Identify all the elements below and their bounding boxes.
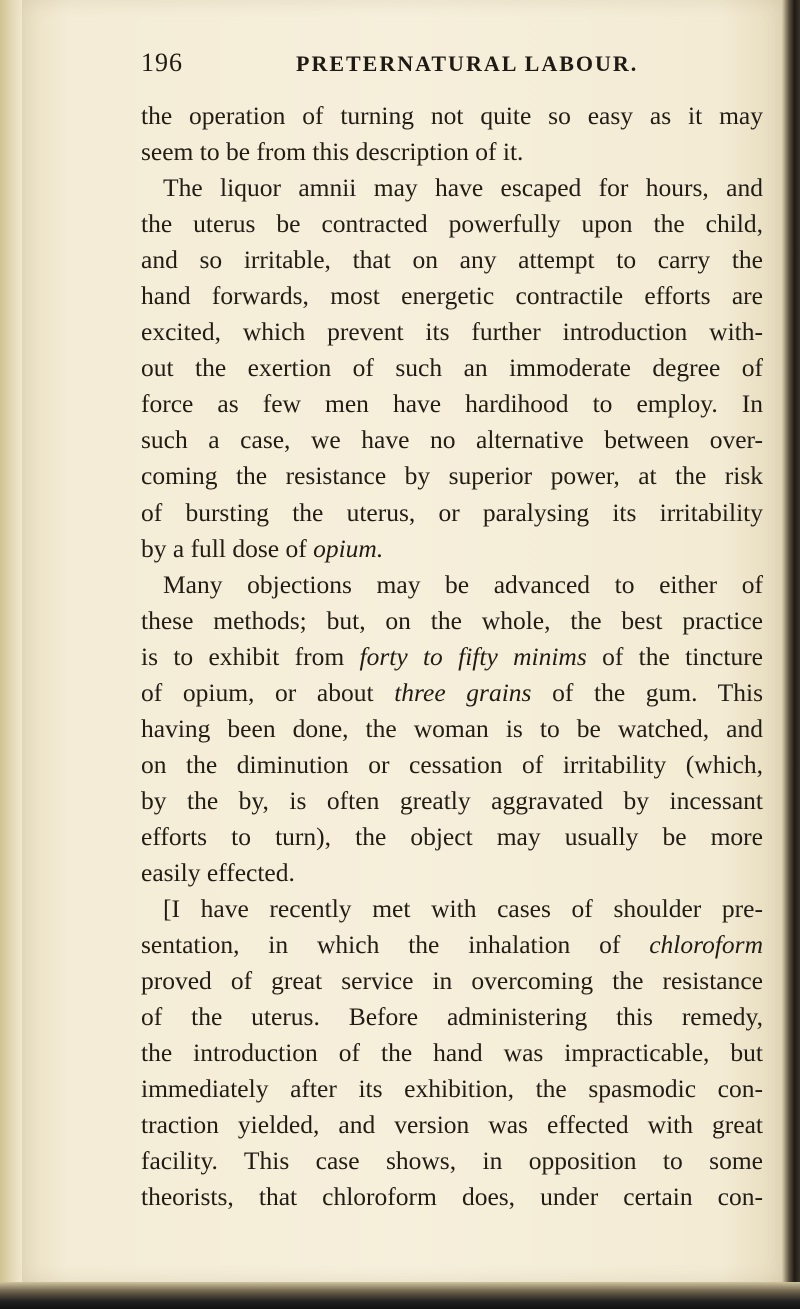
text-line: is to exhibit from forty to fifty minims of the tincture [141,641,764,671]
page-number: 196 [141,48,183,77]
page-header [141,48,761,82]
text-line: by the by, is often greatly aggravated by incessant [141,785,763,815]
text-line: efforts to turn), the object may usually be more [141,821,763,851]
text-line: such a case, we have no alternative between over- [141,425,763,455]
italic-term: three grains [394,677,532,707]
text-line: easily effected. [141,857,295,887]
text-line: the uterus be contracted powerfully upon the child, [141,209,763,239]
page-left-margin [0,0,22,1282]
text-line: sentation, in which the inhalation of chloroform [141,930,763,960]
text-line: the operation of turning not quite so easy as it may [141,101,763,130]
text-line: the introduction of the hand was impracticable, but [141,1038,763,1068]
text-line: facility. This case shows, in opposition to some [141,1146,763,1176]
text-line: seem to be from this description of it. [141,137,524,167]
text-line: of the uterus. Before administering this remedy, [141,1002,763,1032]
paragraph-start-line: [I have recently met with cases of shoulder pre- [163,894,763,924]
text-line: immediately after its exhibition, the spasmodic con- [141,1074,763,1104]
text-line: of opium, or about three grains of the gum. This [141,677,763,707]
text-line: these methods; but, on the whole, the best practice [141,605,763,635]
text-line: hand forwards, most energetic contractile efforts are [141,281,763,311]
running-head: PRETERNATURAL LABOUR. [296,51,639,76]
italic-term: forty to fifty minims [359,641,587,671]
paragraph-start-line: The liquor amnii may have escaped for hours, and [163,173,763,203]
page-right-edge [782,0,800,1309]
text-line: coming the resistance by superior power, at the risk [141,461,763,491]
text-line: theorists, that chloroform does, under certain con- [141,1182,763,1212]
text-line: on the diminution or cessation of irritability (which, [141,749,763,779]
text-line: of bursting the uterus, or paralysing its irritability [141,497,763,527]
text-line: having been done, the woman is to be watched, and [141,713,763,743]
text-line: force as few men have hardihood to employ. In [141,389,763,419]
italic-term: chloroform [649,930,763,960]
body-text [141,98,763,1215]
text-line: and so irritable, that on any attempt to carry the [141,245,763,275]
paragraph-start-line: Many objections may be advanced to either of [163,569,763,599]
text-line: excited, which prevent its further introduction with- [141,317,763,347]
text-line: traction yielded, and version was effected with great [141,1110,763,1140]
text-line: out the exertion of such an immoderate degree of [141,353,763,383]
text-line: proved of great service in overcoming the resistance [141,966,763,996]
text-line: by a full dose of opium. [141,533,384,563]
italic-term: opium. [313,533,384,563]
page-bottom-edge [0,1282,800,1309]
